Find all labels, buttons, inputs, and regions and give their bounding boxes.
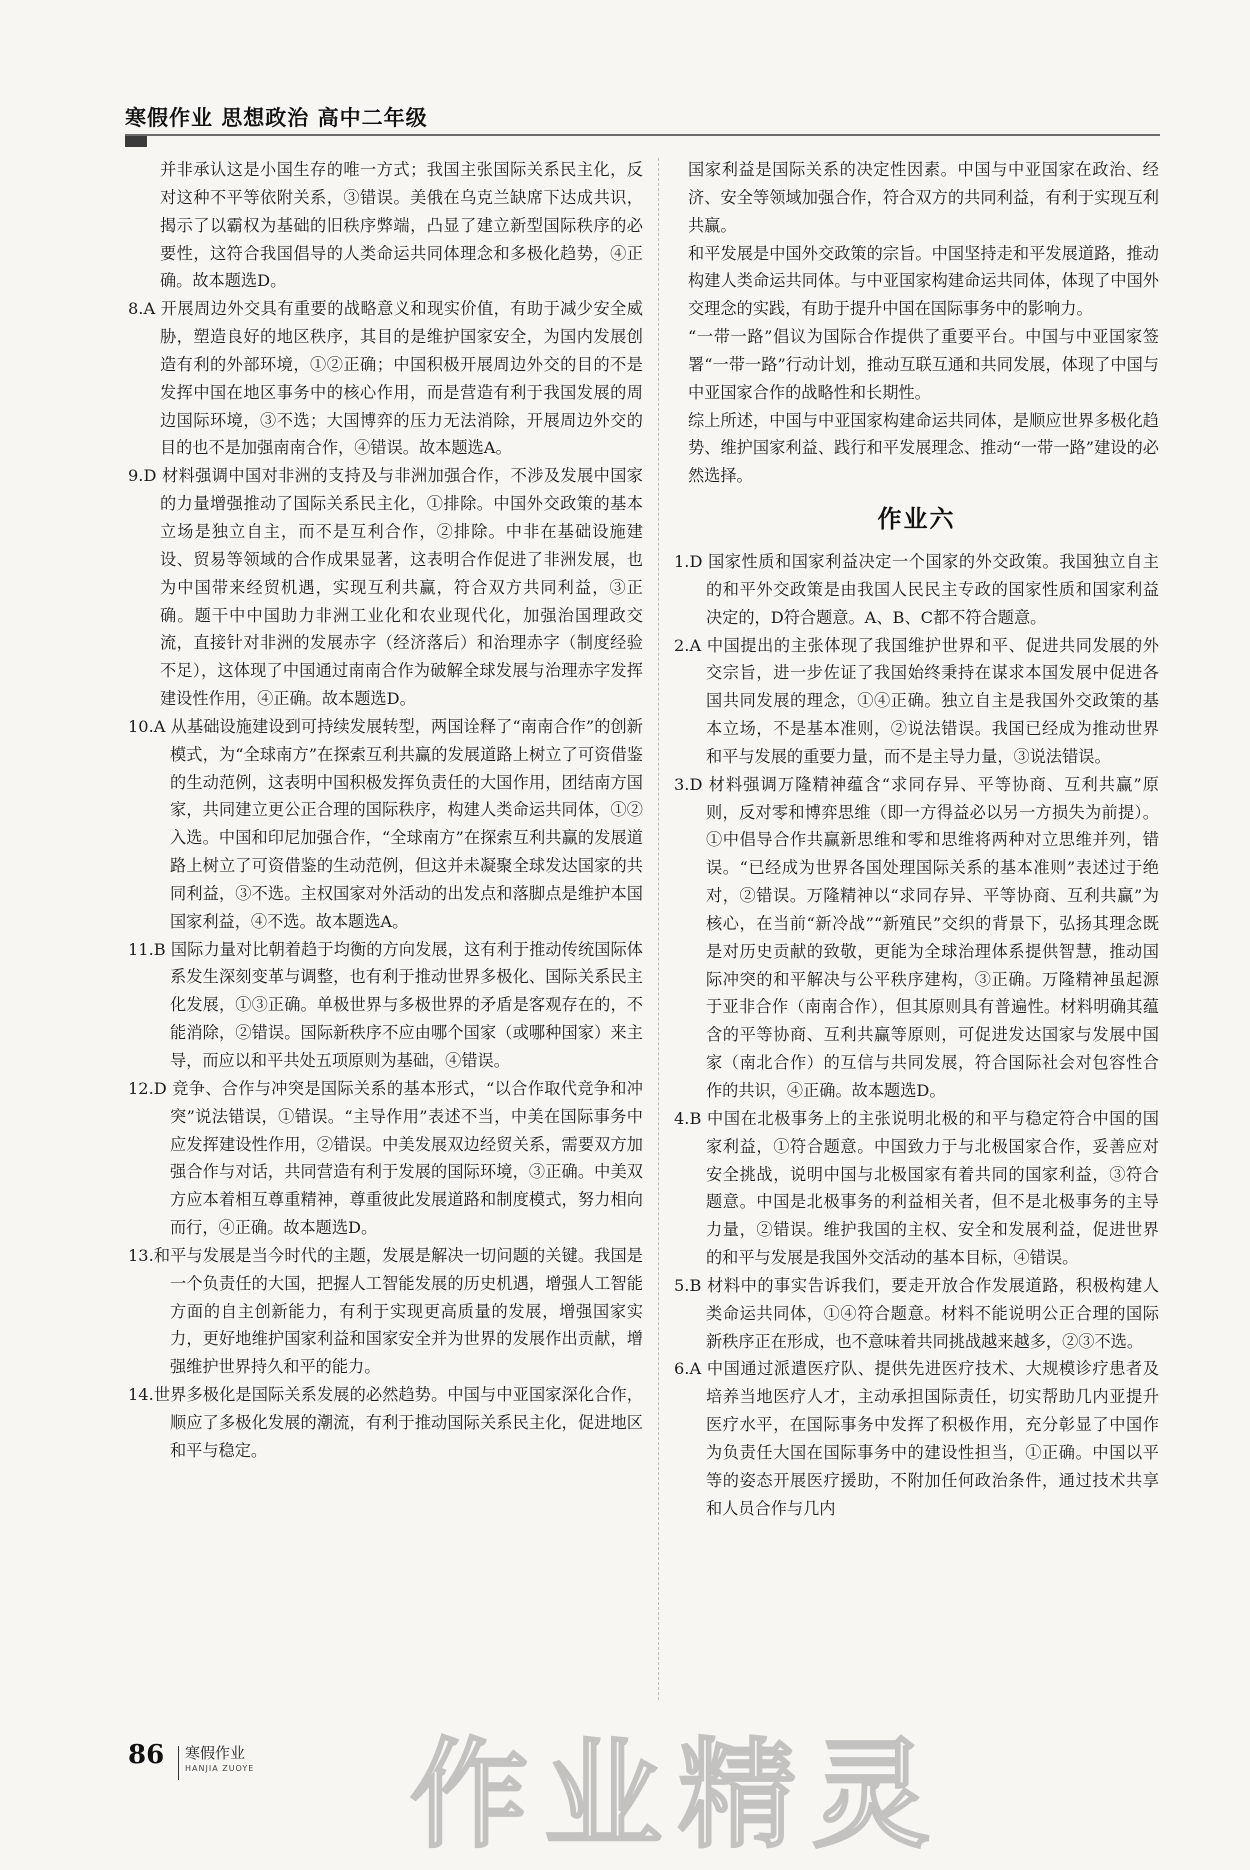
column-divider	[658, 158, 659, 1700]
page-number: 86	[128, 1740, 165, 1770]
continued-paragraph-3: “一带一路”倡议为国际合作提供了重要平台。中国与中亚国家签署“一带一路”行动计划，推动互联互通和共同发展，体现了中国与中亚国家合作的战略性和长期性。	[688, 327, 1159, 402]
answer-item-2: 2.A 中国提出的主张体现了我国维护世界和平、促进共同发展的外交宗旨，进一步佐证了我国始终秉持在谋求本国发展中促进各国共同发展的理念，①④正确。独立自主是我国外交政策的基本立场，不是基本准则，②说法错误。我国已经成为推动世界和平与发展的重要力量，而不是主导力量，③说法错误。	[674, 635, 1159, 766]
section-heading: 作业六	[877, 505, 956, 534]
answer-item-10: 10.A 从基础设施建设到可持续发展转型，两国诠释了“南南合作”的创新模式，为“全球南方”在探索互利共赢的发展道路上树立了可资借鉴的生动范例，这表明中国积极发挥负责任的大国作用，团结南方国家，共同建立更公正合理的国际秩序，构建人类命运共同体，①②入选。中国和印尼加强合作，“全球南方”在探索互利共赢的发展道路上树立了可资借鉴的生动范例，但这并未凝聚全球发达国家的共同利益，③不选。主权国家对外活动的出发点和落脚点是维护本国国家利益，④不选。故本题选A。	[128, 716, 643, 931]
answer-item-12: 12.D 竞争、合作与冲突是国际关系的基本形式，“以合作取代竞争和冲突”说法错误，①错误。“主导作用”表述不当，中美在国际事务中应发挥建设性作用，②错误。中美发展双边经贸关系，需要双方加强合作与对话，共同营造有利于发展的国际环境，③正确。中美双方应本着相互尊重精神，尊重彼此发展道路和制度模式，努力相向而行，④正确。故本题选D。	[128, 1078, 643, 1238]
page-header	[125, 98, 1160, 148]
continued-paragraph-2: 和平发展是中国外交政策的宗旨。中国坚持走和平发展道路，推动构建人类命运共同体。与中亚国家构建命运共同体，体现了中国外交理念的实践，有助于提升中国在国际事务中的影响力。	[688, 243, 1159, 319]
header-title: 寒假作业 思想政治 高中二年级	[125, 106, 428, 130]
right-column	[674, 156, 1159, 1523]
answer-item-1: 1.D 国家性质和国家利益决定一个国家的外交政策。我国独立自主的和平外交政策是由我国人民民主专政的国家性质和国家利益决定的，D符合题意。A、B、C都不符合题意。	[674, 551, 1159, 627]
header-accent-block	[125, 136, 147, 147]
left-column	[128, 156, 643, 1465]
watermark: 作业精灵	[410, 1726, 947, 1864]
continued-answer-text: 并非承认这是小国生存的唯一方式；我国主张国际关系民主化，反对这种不平等依附关系，③错误。美俄在乌克兰缺席下达成共识，揭示了以霸权为基础的旧秩序弊端，凸显了建立新型国际秩序的必要性，这符合我国倡导的人类命运共同体理念和多极化趋势，④正确。故本题选D。	[160, 160, 643, 291]
continued-paragraph-1: 国家利益是国际关系的决定性因素。中国与中亚国家在政治、经济、安全等领域加强合作，符合双方的共同利益，有利于实现互利共赢。	[688, 160, 1159, 235]
answer-item-11: 11.B 国际力量对比朝着趋于均衡的方向发展，这有利于推动传统国际体系发生深刻变革与调整，也有利于推动世界多极化、国际关系民主化发展，①③正确。单极世界与多极世界的矛盾是客观存在的，不能消除，②错误。国际新秩序不应由哪个国家（或哪种国家）来主导，而应以和平共处五项原则为基础，④错误。	[128, 939, 643, 1070]
answer-item-13: 13.和平与发展是当今时代的主题，发展是解决一切问题的关键。我国是一个负责任的大国，把握人工智能发展的历史机遇，增强人工智能方面的自主创新能力，有利于实现更高质量的发展，增强国家实力，更好地维护国家利益和国家安全并为世界的发展作出贡献，增强维护世界持久和平的能力。	[128, 1245, 643, 1377]
header-rule	[125, 134, 1160, 136]
answer-item-6: 6.A 中国通过派遣医疗队、提供先进医疗技术、大规模诊疗患者及培养当地医疗人才，主动承担国际责任，切实帮助几内亚提升医疗水平，在国际事务中发挥了积极作用，充分彰显了中国作为负责任大国在国际事务中的建设性担当，①正确。中国以平等的姿态开展医疗援助，不附加任何政治条件，通过技术共享和人员合作与几内	[674, 1359, 1159, 1518]
answer-item-5: 5.B 材料中的事实告诉我们，要走开放合作发展道路，积极构建人类命运共同体，①④符合题意。材料不能说明公正合理的国际新秩序正在形成，也不意味着共同挑战越来越多，②③不选。	[674, 1275, 1159, 1351]
answer-item-9: 9.D 材料强调中国对非洲的支持及与非洲加强合作，不涉及发展中国家的力量增强推动了国际关系民主化，①排除。中国外交政策的基本立场是独立自主，而不是互利合作，②排除。中非在基础设施建设、贸易等领域的合作成果显著，这表明合作促进了非洲发展，也为中国带来经贸机遇，实现互利共赢，符合双方共同利益，③正确。题干中中国助力非洲工业化和农业现代化，加强治国理政交流，直接针对非洲的发展赤字（经济落后）和治理赤字（制度经验不足），这体现了中国通过南南合作为破解全球发展与治理赤字发挥建设性作用，④正确。故本题选D。	[128, 466, 643, 709]
answer-item-14: 14.世界多极化是国际关系发展的必然趋势。中国与中亚国家深化合作，顺应了多极化发展的潮流，有利于推动国际关系民主化，促进地区和平与稳定。	[128, 1385, 643, 1460]
answer-item-3: 3.D 材料强调万隆精神蕴含“求同存异、平等协商、互利共赢”原则，反对零和博弈思维（即一方得益必以另一方损失为前提）。①中倡导合作共赢新思维和零和思维将两种对立思维并列，错误。“已经成为世界各国处理国际关系的基本准则”表述过于绝对，②错误。万隆精神以“求同存异、平等协商、互利共赢”为核心，在当前“新冷战”“新殖民”交织的背景下，弘扬其理念既是对历史贡献的致敬，更能为全球治理体系提供智慧，推动国际冲突的和平解决与公平秩序建构，③正确。万隆精神虽起源于亚非合作（南南合作），但其原则具有普遍性。材料明确其蕴含的平等协商、互利共赢等原则，可促进发达国家与发展中国家（南北合作）的互信与共同发展，符合国际社会对包容性合作的共识，④正确。故本题选D。	[674, 774, 1159, 1100]
footer-separator	[178, 1746, 179, 1780]
answer-item-4: 4.B 中国在北极事务上的主张说明北极的和平与稳定符合中国的国家利益，①符合题意。中国致力于与北极国家合作，妥善应对安全挑战，说明中国与北极国家有着共同的国家利益，③符合题意。中国是北极事务的利益相关者，但不是北极事务的主导力量，②错误。维护我国的主权、安全和发展利益，促进世界的和平与发展是我国外交活动的基本目标，④错误。	[674, 1108, 1159, 1268]
answer-item-8: 8.A 开展周边外交具有重要的战略意义和现实价值，有助于减少安全威胁，塑造良好的地区秩序，其目的是维护国家安全，为国内发展创造有利的外部环境，①②正确；中国积极开展周边外交的目的不是发挥中国在地区事务中的核心作用，而是营造有利于我国发展的周边国际环境，③不选；大国博弈的压力无法消除，开展周边外交的目的也不是加强南南合作，④错误。故本题选A。	[128, 299, 643, 458]
page-footer	[128, 1740, 328, 1790]
continued-paragraph-4: 综上所述，中国与中亚国家构建命运共同体，是顺应世界多极化趋势、维护国家利益、践行和平发展理念、推动“一带一路”建设的必然选择。	[688, 410, 1159, 486]
footer-pinyin: HANJIA ZUOYE	[185, 1764, 255, 1773]
footer-brand: 寒假作业	[185, 1744, 246, 1762]
